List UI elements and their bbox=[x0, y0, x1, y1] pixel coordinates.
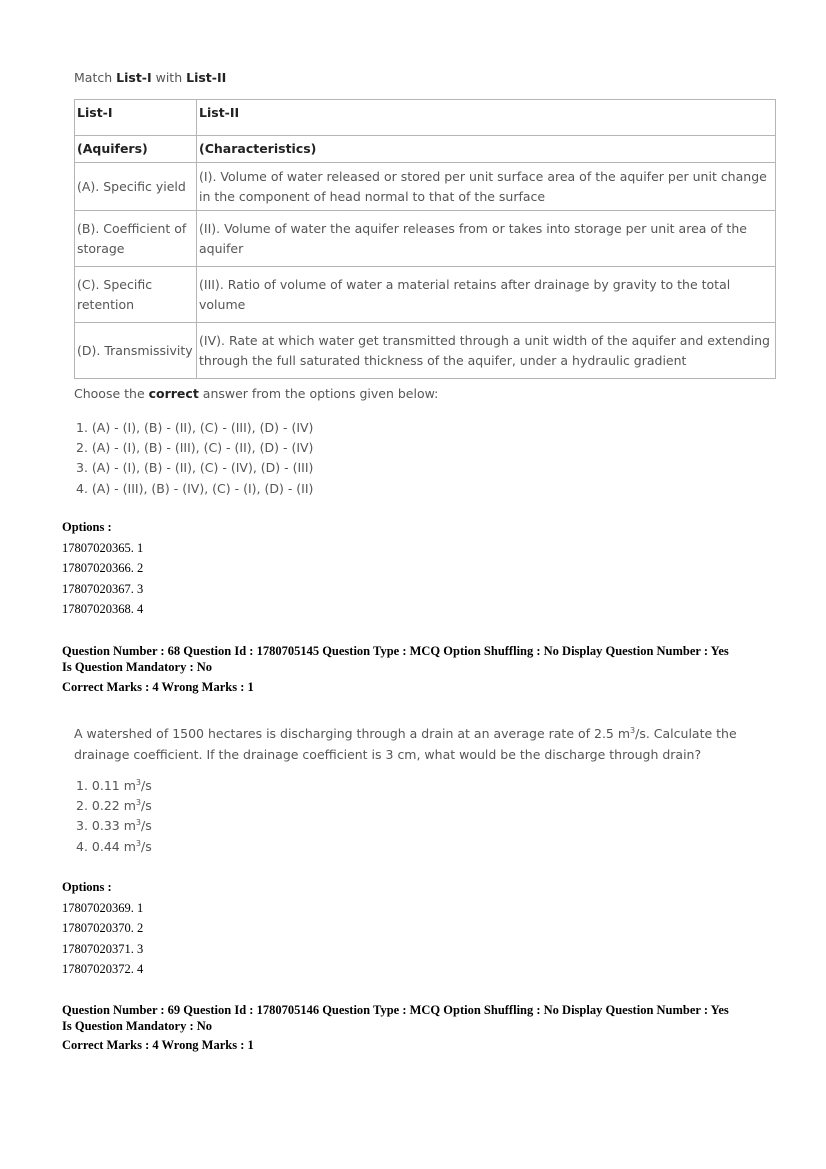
table-cell: (D). Transmissivity bbox=[75, 323, 197, 379]
option-id: 17807020367. 3 bbox=[62, 581, 144, 596]
table-header-cell: List-I bbox=[75, 100, 197, 136]
option-id: 17807020368. 4 bbox=[62, 601, 144, 616]
question-marks: Correct Marks : 4 Wrong Marks : 1 bbox=[62, 1038, 254, 1052]
question-marks: Correct Marks : 4 Wrong Marks : 1 bbox=[62, 680, 254, 694]
answer-list bbox=[76, 776, 152, 857]
table-cell: (IV). Rate at which water get transmitted through a unit width of the aquifer and extending through the full saturated thickness of the aquifer, under a hydraulic gradient bbox=[197, 323, 776, 379]
table-header-cell: (Characteristics) bbox=[197, 136, 776, 163]
options-list bbox=[62, 898, 143, 979]
options-label: Options : bbox=[62, 520, 112, 534]
option-id: 17807020366. 2 bbox=[62, 561, 144, 576]
answer-choice: 1. 0.11 $m^3/s$ bbox=[76, 777, 152, 793]
table-cell: (III). Ratio of volume of water a material retains after drainage by gravity to the total volume bbox=[197, 267, 776, 323]
question-meta-line: Is Question Mandatory : No bbox=[62, 660, 213, 674]
answer-list bbox=[76, 418, 313, 499]
table-cell: (I). Volume of water released or stored per unit surface area of the aquifer per unit change in the component of head normal to that of the surface bbox=[197, 163, 776, 211]
options-list bbox=[62, 538, 143, 619]
option-id: 17807020371. 3 bbox=[62, 941, 144, 956]
answer-choice: 3. (A) - (I), (B) - (II), (C) - (IV), (D) - (III) bbox=[76, 460, 314, 476]
question-meta-line: Is Question Mandatory : No bbox=[62, 1019, 213, 1033]
option-id: 17807020372. 4 bbox=[62, 961, 144, 976]
choose-instruction: Choose the correct answer from the options given below: bbox=[74, 386, 439, 401]
answer-choice: 4. (A) - (III), (B) - (IV), (C) - (I), (D) - (II) bbox=[76, 480, 314, 496]
table-cell: (II). Volume of water the aquifer releases from or takes into storage per unit area of the aquifer bbox=[197, 211, 776, 267]
table-row bbox=[75, 100, 776, 136]
question-text: A watershed of 1500 hectares is discharging through a drain at an average rate of 2.5 $m^3/s$. Calculate the drainage coefficient. If the drainage coefficient is 3 cm, what would be the discharge through drain? bbox=[74, 725, 737, 762]
question-meta-line: Question Number : 69 Question Id : 1780705146 Question Type : MCQ Option Shuffling : No Display Question Number : Yes bbox=[62, 1003, 729, 1017]
table-header-cell: (Aquifers) bbox=[75, 136, 197, 163]
option-id: 17807020369. 1 bbox=[62, 901, 144, 915]
question-meta-line: Question Number : 68 Question Id : 1780705145 Question Type : MCQ Option Shuffling : No Display Question Number : Yes bbox=[62, 644, 729, 658]
table-cell: (A). Specific yield bbox=[75, 163, 197, 211]
option-id: 17807020365. 1 bbox=[62, 541, 144, 555]
answer-choice: 2. (A) - (I), (B) - (III), (C) - (II), (D) - (IV) bbox=[76, 440, 314, 456]
table-row bbox=[75, 267, 776, 323]
table-cell: (B). Coefficient of storage bbox=[75, 211, 197, 267]
match-table bbox=[74, 99, 776, 379]
answer-choice: 3. 0.33 $m^3/s$ bbox=[76, 818, 152, 834]
options-label: Options : bbox=[62, 880, 112, 894]
answer-choice: 2. 0.22 $m^3/s$ bbox=[76, 798, 152, 814]
answer-choice: 4. 0.44 $m^3/s$ bbox=[76, 838, 152, 854]
question-meta bbox=[62, 1002, 782, 1053]
table-row bbox=[75, 163, 776, 211]
table-header-cell: List-II bbox=[197, 100, 776, 136]
answer-choice: 1. (A) - (I), (B) - (II), (C) - (III), (D) - (IV) bbox=[76, 420, 314, 435]
option-id: 17807020370. 2 bbox=[62, 921, 144, 936]
table-row bbox=[75, 211, 776, 267]
table-row bbox=[75, 136, 776, 163]
question-meta bbox=[62, 643, 782, 695]
table-row bbox=[75, 323, 776, 379]
table-cell: (C). Specific retention bbox=[75, 267, 197, 323]
match-instruction: Match List-I with List-II bbox=[74, 70, 227, 85]
